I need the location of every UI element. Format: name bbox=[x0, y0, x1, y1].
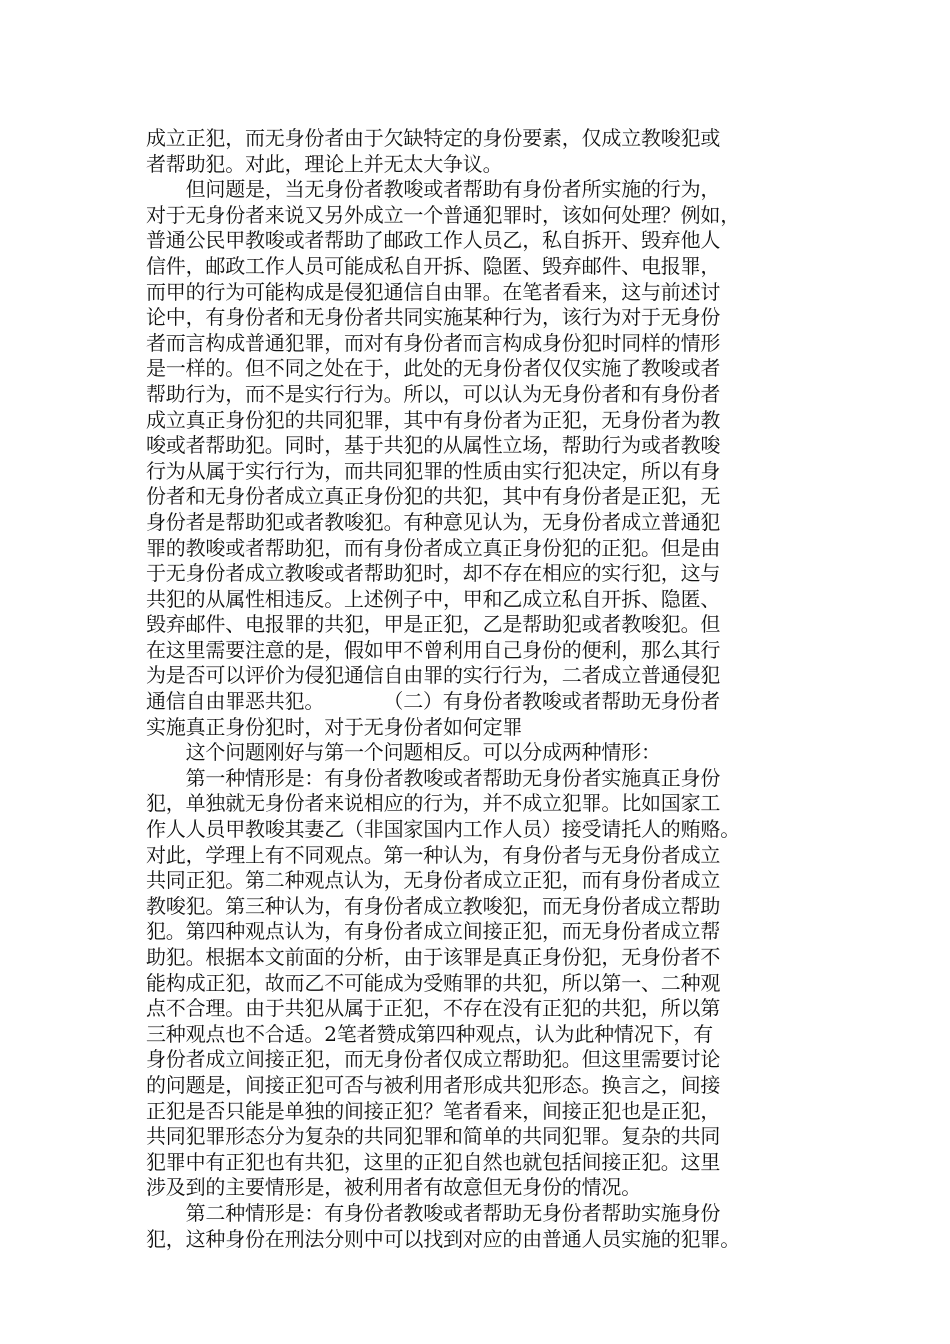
text-line: 犯罪中有正犯也有共犯，这里的正犯自然也就包括间接正犯。这里 bbox=[146, 1149, 721, 1174]
text-line: 共犯的从属性相违反。上述例子中，甲和乙成立私自开拆、隐匿、 bbox=[146, 586, 721, 611]
text-line: 毁弃邮件、电报罪的共犯，甲是正犯，乙是帮助犯或者教唆犯。但 bbox=[146, 612, 721, 637]
text-line: 作人人员甲教唆其妻乙（非国家国内工作人员）接受请托人的贿赂。 bbox=[146, 817, 740, 842]
text-line: 教唆犯。第三种认为，有身份者成立教唆犯，而无身份者成立帮助 bbox=[146, 893, 721, 918]
text-line: 涉及到的主要情形是，被利用者有故意但无身份的情况。 bbox=[146, 1175, 641, 1200]
text-line: 份者和无身份者成立真正身份犯的共犯，其中有身份者是正犯，无 bbox=[146, 484, 721, 509]
text-line: 犯，单独就无身份者来说相应的行为，并不成立犯罪。比如国家工 bbox=[146, 791, 721, 816]
text-line: 犯，这种身份在刑法分则中可以找到对应的由普通人员实施的犯罪。 bbox=[146, 1226, 740, 1251]
text-line: 为是否可以评价为侵犯通信自由罪的实行行为，二者成立普通侵犯 bbox=[146, 663, 721, 688]
text-line: 正犯是否只能是单独的间接正犯？笔者看来，间接正犯也是正犯， bbox=[146, 1098, 721, 1123]
text-line: 能构成正犯，故而乙不可能成为受贿罪的共犯，所以第一、二种观 bbox=[146, 970, 721, 995]
text-line: 者而言构成普通犯罪，而对有身份者而言构成身份犯时同样的情形 bbox=[146, 330, 721, 355]
text-line: 但问题是，当无身份者教唆或者帮助有身份者所实施的行为， bbox=[146, 177, 721, 202]
text-line: 身份者是帮助犯或者教唆犯。有种意见认为，无身份者成立普通犯 bbox=[146, 509, 721, 534]
text-line: 信件，邮政工作人员可能成私自开拆、隐匿、毁弃邮件、电报罪， bbox=[146, 253, 721, 278]
text-line: 三种观点也不合适。2笔者赞成第四种观点，认为此种情况下，有 bbox=[146, 1021, 713, 1046]
text-line: 成立正犯，而无身份者由于欠缺特定的身份要素，仅成立教唆犯或 bbox=[146, 126, 721, 150]
text-line: 第二种情形是：有身份者教唆或者帮助无身份者帮助实施身份 bbox=[146, 1200, 721, 1225]
text-line: 罪的教唆或者帮助犯，而有身份者成立真正身份犯的正犯。但是由 bbox=[146, 535, 721, 560]
text-line: 犯。第四种观点认为，有身份者成立间接正犯，而无身份者成立帮 bbox=[146, 919, 721, 944]
text-line: 在这里需要注意的是，假如甲不曾利用自己身份的便利，那么其行 bbox=[146, 637, 721, 662]
text-line: 实施真正身份犯时，对于无身份者如何定罪 bbox=[146, 714, 523, 739]
text-line: 第一种情形是：有身份者教唆或者帮助无身份者实施真正身份 bbox=[146, 765, 721, 790]
text-line: 共同犯罪形态分为复杂的共同犯罪和简单的共同犯罪。复杂的共同 bbox=[146, 1124, 721, 1149]
text-line: 对此，学理上有不同观点。第一种认为，有身份者与无身份者成立 bbox=[146, 842, 721, 867]
text-line: 行为从属于实行行为，而共同犯罪的性质由实行犯决定，所以有身 bbox=[146, 458, 721, 483]
text-line: 于无身份者成立教唆或者帮助犯时，却不存在相应的实行犯，这与 bbox=[146, 561, 721, 586]
text-line: 通信自由罪恶共犯。 （二）有身份者教唆或者帮助无身份者 bbox=[146, 689, 720, 714]
text-line: 普通公民甲教唆或者帮助了邮政工作人员乙，私自拆开、毁弃他人 bbox=[146, 228, 721, 253]
text-line: 助犯。根据本文前面的分析，由于该罪是真正身份犯，无身份者不 bbox=[146, 945, 721, 969]
text-line: 点不合理。由于共犯从属于正犯，不存在没有正犯的共犯，所以第 bbox=[146, 996, 721, 1021]
text-line: 是一样的。但不同之处在于，此处的无身份者仅仅实施了教唆或者 bbox=[146, 356, 721, 381]
document-body bbox=[146, 126, 810, 1252]
text-line: 帮助行为，而不是实行行为。所以，可以认为无身份者和有身份者 bbox=[146, 381, 721, 406]
text-line: 对于无身份者来说又另外成立一个普通犯罪时，该如何处理？例如， bbox=[146, 202, 740, 227]
text-line: 唆或者帮助犯。同时，基于共犯的从属性立场，帮助行为或者教唆 bbox=[146, 433, 721, 458]
text-line: 的问题是，间接正犯可否与被利用者形成共犯形态。换言之，间接 bbox=[146, 1072, 721, 1097]
text-line: 共同正犯。第二种观点认为，无身份者成立正犯，而有身份者成立 bbox=[146, 868, 721, 893]
text-line: 者帮助犯。对此，理论上并无太大争议。 bbox=[146, 151, 503, 176]
text-line: 而甲的行为可能构成是侵犯通信自由罪。在笔者看来，这与前述讨 bbox=[146, 279, 721, 304]
text-line: 这个问题刚好与第一个问题相反。可以分成两种情形： bbox=[146, 740, 661, 765]
text-line: 论中，有身份者和无身份者共同实施某种行为，该行为对于无身份 bbox=[146, 305, 721, 330]
text-line: 身份者成立间接正犯，而无身份者仅成立帮助犯。但这里需要讨论 bbox=[146, 1047, 721, 1072]
text-line: 成立真正身份犯的共同犯罪，其中有身份者为正犯，无身份者为教 bbox=[146, 407, 721, 432]
